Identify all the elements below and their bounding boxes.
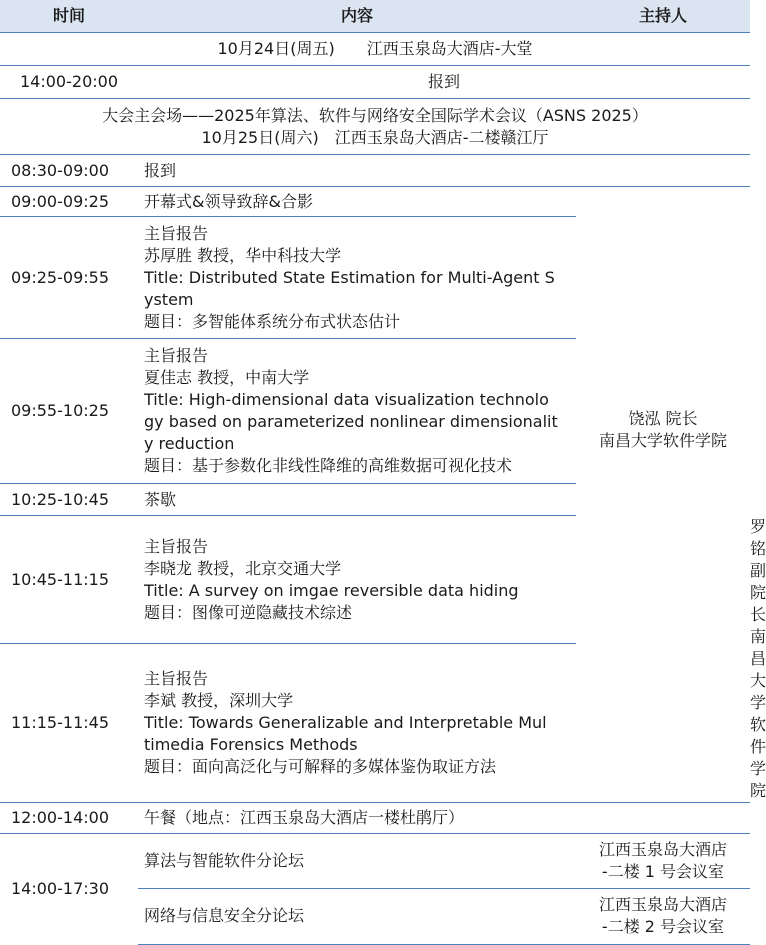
forum-name: 网络与信息安全分论坛: [138, 888, 576, 944]
venue-line: -二楼 2 号会议室: [601, 917, 725, 936]
content-cell: 报到: [138, 155, 750, 187]
table-row: [0, 217, 750, 339]
keynote-label: 主旨报告: [144, 536, 209, 556]
time-cell: 09:55-10:25: [0, 339, 138, 484]
talk-title-cont: y reduction: [144, 434, 235, 453]
venue-line: -二楼 1 号会议室: [601, 861, 725, 881]
talk-title-zh: 题目：图像可逆隐藏技术综述: [144, 602, 353, 622]
talk-title-cont: ystem: [144, 289, 194, 309]
day2-title: 大会主会场——2025年算法、软件与网络安全国际学术会议（ASNS 2025）: [102, 105, 648, 125]
time-cell: 12:00-14:00: [0, 802, 138, 833]
table-row: [0, 802, 750, 833]
forum-venue: [576, 833, 750, 888]
time-cell: 08:30-09:00: [0, 155, 138, 187]
talk-title: Title: Towards Generalizable and Interpretable Mul: [144, 712, 547, 732]
speaker: 苏厚胜 教授，华中科技大学: [144, 245, 342, 265]
time-cell: 14:00-20:00: [0, 66, 138, 99]
talk-title: Title: High-dimensional data visualization technolo: [144, 390, 549, 409]
host-org: 南昌大学软件学院: [598, 431, 727, 451]
header-content: 内容: [138, 0, 576, 33]
header-row: [0, 0, 750, 33]
keynote-block: [138, 217, 576, 339]
time-cell: 10:45-11:15: [0, 516, 138, 644]
day1-date: 10月24日(周五) 江西玉泉岛大酒店-大堂: [217, 39, 533, 58]
content-cell: 报到: [138, 66, 750, 99]
keynote-block: [138, 516, 576, 644]
time-cell: 10:25-10:45: [0, 484, 138, 516]
venue-line: 江西玉泉岛大酒店: [598, 895, 727, 914]
table-row: [0, 833, 750, 888]
keynote-label: 主旨报告: [144, 346, 209, 365]
talk-title: Title: Distributed State Estimation for Multi-Agent S: [144, 267, 555, 287]
speaker: 夏佳志 教授，中南大学: [144, 368, 310, 387]
host-cell-1: [576, 217, 750, 644]
content-cell: 茶歇: [138, 484, 576, 516]
talk-title-zh: 题目：面向高泛化与可解释的多媒体鉴伪取证方法: [144, 756, 497, 776]
speaker: 李斌 教授，深圳大学: [144, 690, 294, 710]
talk-title-zh: 题目：基于参数化非线性降维的高维数据可视化技术: [144, 456, 513, 475]
table-row: [0, 644, 750, 802]
keynote-block: [138, 339, 576, 484]
day2-title-row: [0, 99, 750, 155]
time-cell: 09:25-09:55: [0, 217, 138, 339]
forum-venue: [576, 888, 750, 944]
keynote-label: 主旨报告: [144, 223, 209, 243]
venue-line: 江西玉泉岛大酒店: [598, 839, 727, 859]
speaker: 李晓龙 教授，北京交通大学: [144, 558, 342, 578]
header-host: 主持人: [576, 0, 750, 33]
content-cell: 午餐（地点：江西玉泉岛大酒店一楼杜鹃厅）: [138, 802, 750, 833]
table-row: [0, 187, 750, 217]
time-cell: 11:15-11:45: [0, 644, 138, 802]
table-row: [0, 155, 750, 187]
table-row: 10:45-11:15 主旨报告 李晓龙 教授，北京交通大学 Title: A survey on imgae reversible data hiding 题目：图像可逆隐藏技术综述 罗铭 副院长 南昌大学软件学院: [0, 516, 750, 644]
host-name: 饶泓 院长: [628, 409, 698, 429]
talk-title: Title: A survey on imgae reversible data hiding: [144, 580, 519, 600]
keynote-block: [138, 644, 576, 802]
day1-date-row: [0, 33, 750, 66]
time-cell: 09:00-09:25: [0, 187, 138, 217]
talk-title-cont: timedia Forensics Methods: [144, 734, 358, 754]
header-time: 时间: [0, 0, 138, 33]
content-cell: 开幕式&领导致辞&合影: [138, 187, 750, 217]
table-row: [0, 66, 750, 99]
day2-title-block: [0, 99, 750, 155]
keynote-label: 主旨报告: [144, 668, 209, 688]
day2-date: 10月25日(周六) 江西玉泉岛大酒店-二楼赣江厅: [201, 127, 549, 147]
time-cell: 14:00-17:30: [0, 833, 138, 944]
talk-title-zh: 题目：多智能体系统分布式状态估计: [144, 311, 401, 331]
talk-title-cont: gy based on parameterized nonlinear dimensionalit: [144, 412, 558, 431]
forum-name: 算法与智能软件分论坛: [138, 833, 576, 888]
